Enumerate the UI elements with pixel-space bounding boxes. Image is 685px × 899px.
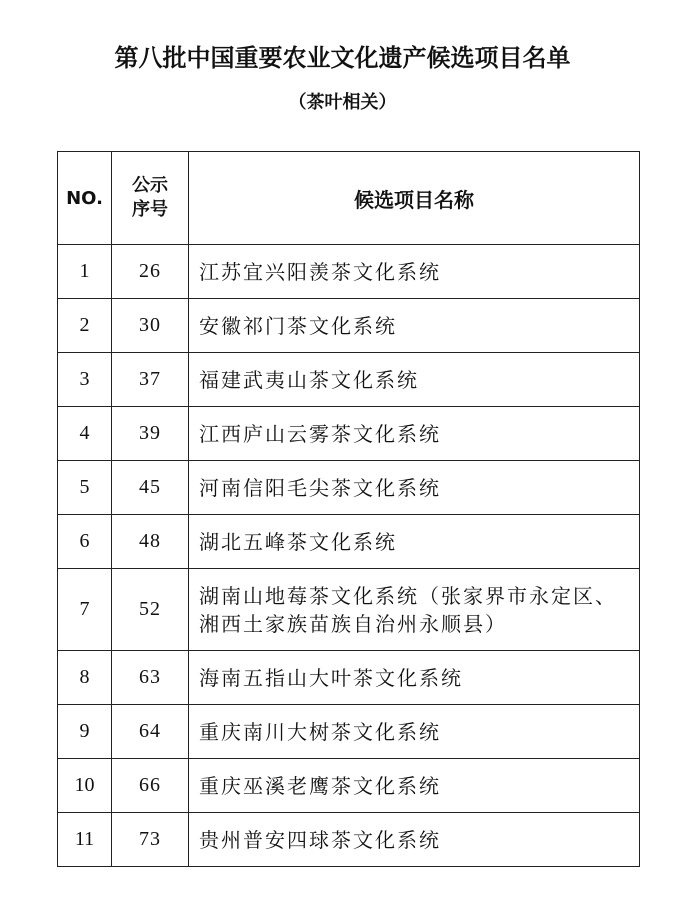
table-row	[58, 813, 640, 867]
row-seq: 30	[112, 299, 189, 353]
table-row	[58, 569, 640, 651]
row-no: 9	[58, 705, 112, 759]
header-seq	[112, 152, 189, 245]
row-name: 福建武夷山茶文化系统	[189, 353, 640, 407]
table-row	[58, 759, 640, 813]
row-name: 河南信阳毛尖茶文化系统	[189, 461, 640, 515]
row-no: 2	[58, 299, 112, 353]
row-name	[189, 569, 640, 651]
row-seq: 63	[112, 651, 189, 705]
candidate-table	[57, 151, 640, 867]
row-no: 11	[58, 813, 112, 867]
table-row	[58, 515, 640, 569]
row-name: 湖北五峰茶文化系统	[189, 515, 640, 569]
row-no: 7	[58, 569, 112, 651]
table-row	[58, 651, 640, 705]
row-no: 8	[58, 651, 112, 705]
document-title: 第八批中国重要农业文化遗产候选项目名单	[114, 44, 571, 72]
row-seq: 48	[112, 515, 189, 569]
row-no: 4	[58, 407, 112, 461]
header-name: 候选项目名称	[189, 152, 640, 245]
row-name: 重庆南川大树茶文化系统	[189, 705, 640, 759]
row-name: 江西庐山云雾茶文化系统	[189, 407, 640, 461]
row-seq: 64	[112, 705, 189, 759]
row-no: 1	[58, 245, 112, 299]
header-seq-line1: 公示	[132, 175, 168, 196]
header-seq-line2: 序号	[132, 199, 168, 220]
table-row	[58, 353, 640, 407]
table-row	[58, 407, 640, 461]
row-name: 江苏宜兴阳羡茶文化系统	[189, 245, 640, 299]
row-no: 10	[58, 759, 112, 813]
row-seq: 45	[112, 461, 189, 515]
header-no: NO.	[58, 152, 112, 245]
row-seq: 52	[112, 569, 189, 651]
table-row	[58, 461, 640, 515]
document-subtitle: （茶叶相关）	[288, 92, 397, 113]
table-header-row	[58, 152, 640, 245]
row-seq: 66	[112, 759, 189, 813]
row-seq: 39	[112, 407, 189, 461]
row-name-line2: 湘西土家族苗族自治州永顺县）	[199, 611, 507, 636]
row-name: 海南五指山大叶茶文化系统	[189, 651, 640, 705]
row-name: 安徽祁门茶文化系统	[189, 299, 640, 353]
row-no: 6	[58, 515, 112, 569]
row-seq: 26	[112, 245, 189, 299]
row-no: 3	[58, 353, 112, 407]
row-seq: 73	[112, 813, 189, 867]
row-name: 重庆巫溪老鹰茶文化系统	[189, 759, 640, 813]
row-seq: 37	[112, 353, 189, 407]
table-row	[58, 245, 640, 299]
table-row	[58, 299, 640, 353]
row-no: 5	[58, 461, 112, 515]
row-name: 贵州普安四球茶文化系统	[189, 813, 640, 867]
row-name-line1: 湖南山地莓茶文化系统（张家界市永定区、	[199, 583, 617, 608]
table-row	[58, 705, 640, 759]
